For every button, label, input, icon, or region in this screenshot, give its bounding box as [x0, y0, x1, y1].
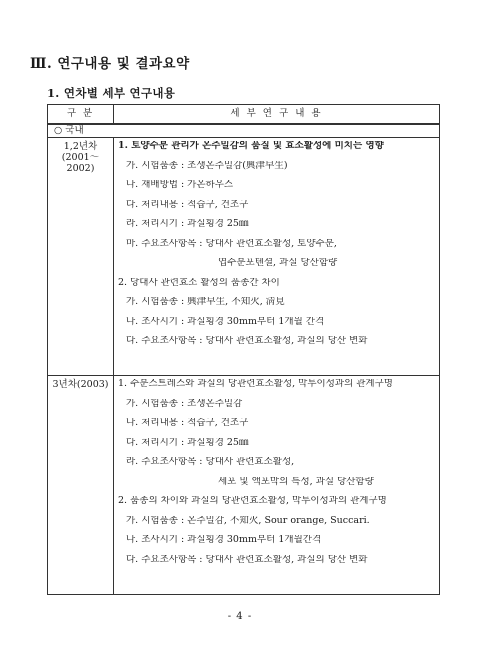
detail-line: 나. 처리내용 : 적습구, 건조구 — [126, 418, 249, 428]
detail-line: 가. 시험품종 : 興津早生, 不知火, 淸見 — [126, 297, 285, 307]
page-number: - 4 - — [227, 611, 253, 622]
topic-heading: 2. 당대사 관련효소 활성의 품종간 차이 — [118, 277, 280, 288]
section-title: Ⅲ. 연구내용 및 결과요약 — [30, 56, 190, 72]
detail-line: 라. 처리시기 : 과실횡경 25㎜ — [126, 219, 249, 229]
period-cell — [48, 138, 114, 376]
detail-line: 다. 처리시기 : 과실횡경 25㎜ — [126, 437, 249, 448]
domestic-row — [48, 124, 440, 138]
detail-line: 다. 주요조사항목 : 당대사 관련효소활성, 과실의 당산 변화 — [126, 554, 368, 565]
header-details: 세 부 연 구 내 용 — [114, 105, 440, 125]
subsection-title: 1. 연차별 세부 연구내용 — [47, 86, 176, 100]
detail-line: 나. 재배방법 : 가온하우스 — [126, 180, 234, 190]
period-text: 3년차(2003) — [52, 379, 109, 390]
table-header-row — [48, 105, 440, 125]
period-cell — [48, 376, 114, 595]
detail-line: 엽수분포텐셜, 과실 당산함량 — [218, 258, 338, 268]
table-row — [48, 138, 440, 376]
detail-line: 다. 처리내용 : 적습구, 건조구 — [126, 199, 249, 210]
topic-heading: 1. 토양수분 관리가 온주밀감의 품질 및 효소활성에 미치는 영향 — [118, 141, 384, 151]
detail-line: 세포 및 액포막의 특성, 과실 당산함량 — [218, 476, 374, 487]
header-category: 구 분 — [48, 105, 114, 125]
content-cell — [114, 376, 440, 595]
spacer — [118, 356, 437, 376]
detail-line: 가. 시험품종 : 조생온주밀감 — [126, 398, 243, 409]
period-text: (2001～2002) — [61, 151, 100, 174]
spacer — [118, 574, 437, 594]
content-cell — [114, 138, 440, 376]
detail-line: 나. 조사시기 : 과실횡경 30mm부터 1개월 간격 — [126, 316, 325, 327]
detail-line: 나. 조사시기 : 과실횡경 30mm부터 1개월간격 — [126, 535, 322, 545]
topic-heading: 2. 품종의 차이와 과실의 당관련효소활성, 막투이성과의 관계구명 — [118, 496, 387, 506]
topic-heading: 1. 수분스트레스와 과실의 당관련효소활성, 막투이성과의 관계구명 — [118, 379, 393, 389]
detail-line: 다. 주요조사항목 : 당대사 관련효소활성, 과실의 당산 변화 — [126, 336, 368, 346]
detail-line: 라. 주요조사항목 : 당대사 관련효소활성, — [126, 457, 295, 467]
detail-line: 가. 시험품종 : 조생온주밀감(興津早生) — [126, 160, 288, 171]
detail-line: 마. 주요조사항목 : 당대사 관련효소활성, 토양수분, — [126, 238, 337, 249]
table-row — [48, 376, 440, 595]
domestic-label: ○ 국내 — [48, 124, 440, 138]
period-text: 1,2년차 — [63, 141, 98, 152]
detail-line: 가. 시험품종 : 온주밀감, 不知火, Sour orange, Succari. — [126, 515, 370, 526]
research-content-table — [47, 104, 440, 595]
